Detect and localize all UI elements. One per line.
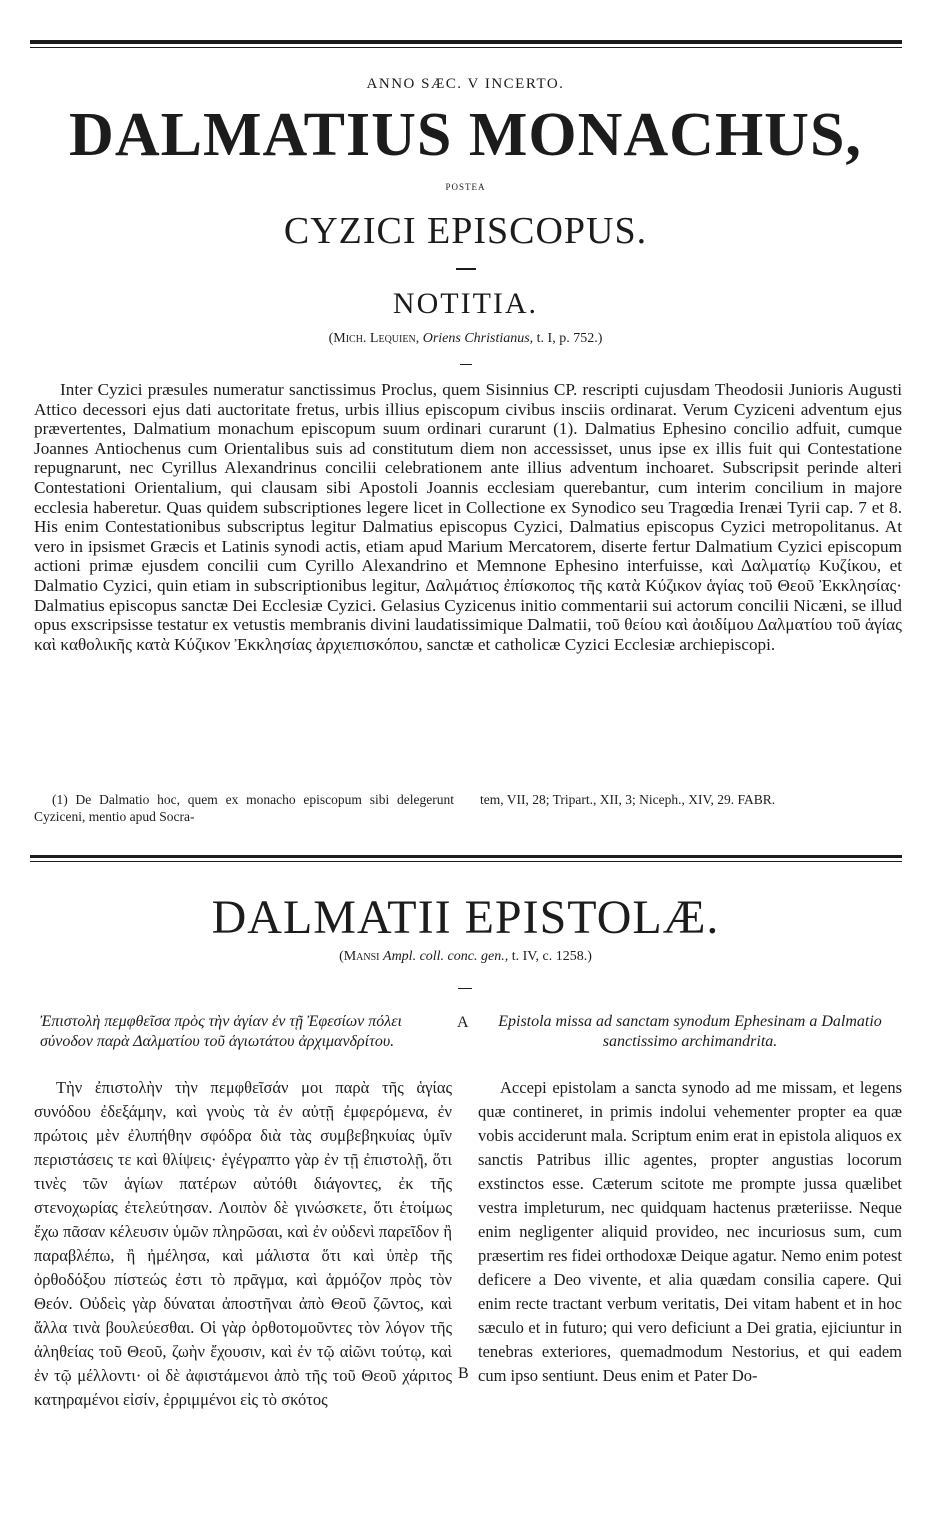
citation-locus: t. I, p. 752.) xyxy=(536,331,603,346)
divider-dash xyxy=(460,364,472,365)
greek-column xyxy=(34,1076,452,1412)
citation-work: Oriens Christianus, xyxy=(422,331,534,346)
citation-work: Ampl. coll. conc. gen., xyxy=(383,949,509,964)
column-marker-a: A xyxy=(457,1014,469,1031)
divider-dash xyxy=(456,268,476,270)
postea-label: POSTEA xyxy=(445,182,486,192)
latin-paragraph: Accepi epistolam a sancta synodo ad me missam, et legens quæ contineret, in primis indolui vehementer propter ea quæ vobis acciderunt mala. Scriptum enim erat in epistola aliquos ex sanctis Patribus illic agentes, propter angustias locorum exstinctos esse. Cæterum scitote me prompte jussa quælibet vestra impleturum, nec quidquam hactenus præteriisse. Neque enim negligenter aliquid provideo, nec incuriosus sum, cum præsertim res fidei orthodoxæ Deique agatur. Nemo enim potest deficere a Deo vivente, et alia quædam consilia capere. Qui enim recte tractant verbum veritatis, Dei vitam habent et in hoc sæculo et in futuro; qui vero deficiunt a Dei gratia, ejiciuntur in tenebras exteriores, quemadmodum Nestorius, et qui eadem cum ipso sentiunt. Deus enim et Pater Do- xyxy=(478,1078,902,1385)
footnote-right: tem, VII, 28; Tripart., XII, 3; Niceph., XIV, 29. FABR. xyxy=(480,792,776,807)
citation-locus: t. IV, c. 1258.) xyxy=(511,949,592,964)
notitia-heading: NOTITIA. xyxy=(392,287,539,320)
notitia-citation xyxy=(0,331,931,347)
greek-heading: Ἐπιστολὴ πεμφθεῖσα πρὸς τὴν ἁγίαν ἐν τῇ Ἐφεσίων πόλει σύνοδον παρὰ Δαλματίου τοῦ ἁγιωτάτου ἀρχιμανδρίτου. xyxy=(40,1013,402,1050)
column-marker-b: B xyxy=(458,1365,469,1382)
page-title: DALMATIUS MONACHUS, xyxy=(69,101,862,169)
page-subtitle: CYZICI EPISCOPUS. xyxy=(283,210,648,252)
epistolae-citation xyxy=(0,949,931,965)
notitia-body xyxy=(34,380,902,654)
footnote-left: (1) De Dalmatio hoc, quem ex monacho episcopum sibi delegerunt Cyziceni, mentio apud Socra- xyxy=(34,792,454,824)
top-rule xyxy=(30,40,902,44)
latin-heading: Epistola missa ad sanctam synodum Ephesinam a Dalmatio sanctissimo archimandrita. xyxy=(498,1013,882,1050)
section-rule-thin xyxy=(30,861,902,862)
greek-paragraph: Τὴν ἐπιστολὴν τὴν πεμφθεῖσάν μοι παρὰ τῆς ἁγίας συνόδου ἐδεξάμην, καὶ γνοὺς τὰ ἐν αὐτῇ ἐμφερόμενα, ἐν πρώτοις μὲν ἐλυπήθην σφόδρα διὰ τὰς συμβεβηκυίας ὑμῖν περιστάσεις τε καὶ θλίψεις· ἐγέγραπτο γὰρ ἐν τῇ ἐπιστολῇ, ὅτι τινὲς τῶν ἁγίων πατέρων αὐτόθι διάγοντες, ἐκ τῆς στενοχωρίας ἐτελεύτησαν. Λοιπὸν δὲ γινώσκετε, ὅτι ἑτοίμως ἔχω πᾶσαν κέλευσιν ὑμῶν πληρῶσαι, καὶ ἐν οὐδενὶ παρεῖδον ἢ παραβλέπω, ἢ ἠμέλησα, καὶ μάλιστα ὅτι καὶ ὑπὲρ τῆς ὀρθοδόξου πίστεώς ἐστι τὸ πρᾶγμα, καὶ ἁρμόζον πρὸς τὸν Θεόν. Οὐδεὶς γὰρ δύναται ἀποστῆναι ἀπὸ Θεοῦ ζῶντος, καὶ ἄλλα τινὰ βουλεύεσθαι. Οἱ γὰρ ὀρθοτομοῦντες τὸν λόγον τῆς ἀληθείας τοῦ Θεοῦ, ζωὴν ἔχουσιν, καὶ ἐν τῷ αἰῶνι τούτῳ, καὶ ἐν τῷ μέλλοντι· οἱ δὲ ἀφιστάμενοι ἀπὸ τῆς τοῦ Θεοῦ χάριτος κατηραμένοι εἰσίν, ἐρριμμένοι εἰς τὸ σκότος xyxy=(34,1078,452,1409)
divider-dash xyxy=(458,988,472,989)
latin-column xyxy=(478,1076,902,1388)
citation-author: (Mansi xyxy=(339,949,380,964)
citation-author: (Mich. Lequien, xyxy=(328,331,420,346)
section-rule xyxy=(30,855,902,858)
epistolae-title: DALMATII EPISTOLÆ. xyxy=(211,891,720,944)
notitia-paragraph: Inter Cyzici præsules numeratur sanctissimus Proclus, quem Sisinnius CP. rescripti cujusdam Theodosii Junioris Augusti Attico decessori ejus dati auctoritate fretus, urbis illius episcopum civibus insciis ordinarat. Verum Cyziceni adventum ejus prævertentes, Dalmatium monachum episcopum suum ordinari curarunt (1). Dalmatius Ephesino concilio adfuit, cumque Joannes Antiochenus cum Orientalibus suis ad constitutum diem non accessisset, unus ipse ex illis fuit qui Contestatione repugnarunt, nec Cyrillus Alexandrinus concilii celebrationem ante illius adventum inchoaret. Subscripsit perinde alteri Contestationi Orientalium, qui clausam sibi Apostoli Joannis ecclesiam querebantur, cum interim concilium in majore ecclesia haberetur. Quas quidem subscriptiones legere licet in Collectione ex Synodico seu Tragœdia Irenæi Tyrii cap. 7 et 8. His enim Contestationibus subscriptus legitur Dalmatius episcopus Cyzici, Dalmatius episcopus Cyzici metropolitanus. At vero in ipsismet Græcis et Latinis synodi actis, etiam apud Marium Mercatorem, diserte fertur Dalmatium Cyzici episcopum actioni primæ ejusdem concilii cum Cyrillo Alexandrino et Memnone Ephesino interfuisse, καὶ Δαλματίῳ Κυζίκου, et Dalmatio Cyzici, quin etiam in subscriptionibus legitur, Δαλμάτιος ἐπίσκοπος τῆς κατὰ Κύζικον ἁγίας τοῦ Θεοῦ Ἐκκλησίας· Dalmatius episcopus sanctæ Dei Ecclesiæ Cyzici. Gelasius Cyzicenus initio commentarii sui actorum concilii Nicæni, se illud opus exscripsisse testatur ex vetustis membranis divini laudatissimique Dalmatii, τοῦ θείου καὶ ἀοιδίμου Δαλματίου τοῦ ἁγίας καὶ καθολικῆς κατὰ Κύζικον Ἐκκλησίας ἀρχιεπισκόπου, sanctæ et catholicæ Cyzici Ecclesiæ archiepiscopi. xyxy=(34,380,902,654)
era-line: ANNO SÆC. V INCERTO. xyxy=(366,76,565,92)
top-rule-thin xyxy=(30,47,902,48)
